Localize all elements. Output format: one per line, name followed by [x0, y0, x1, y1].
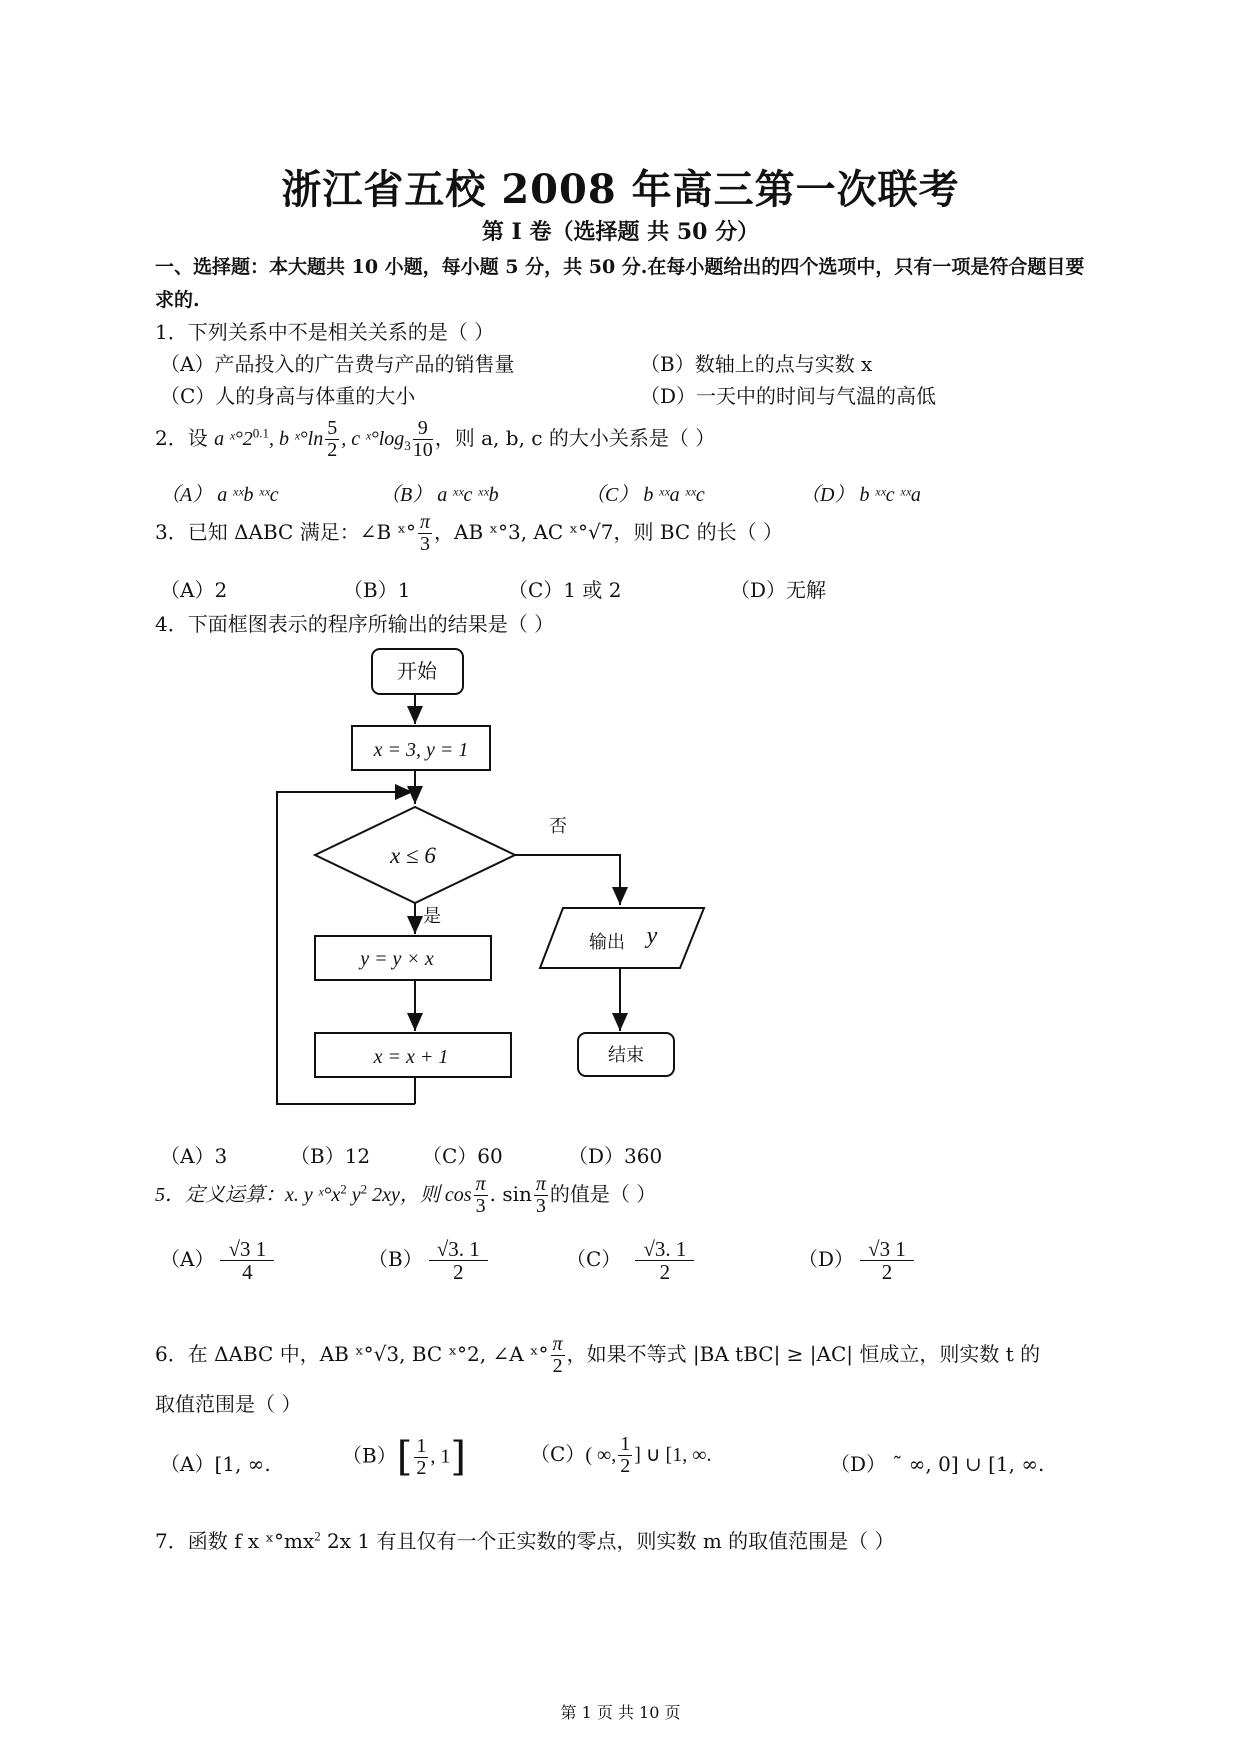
q6-angle-fraction: $\frac{\pi}{2}$ [552, 1333, 563, 1377]
flow-init-label: x = 3, y = 1 [373, 739, 469, 761]
q2-option-d: （D） b ˣˣc ˣˣa [800, 484, 921, 506]
q5-exp-2: 2 [360, 1181, 368, 1197]
q5-head: 5．定义运算：x. y ˣ°x [155, 1184, 341, 1206]
q5-option-a: （A） $\frac{√3 1}{4}$ [160, 1238, 276, 1283]
q6-option-c: （C）( ∞, $\frac{1}{2}$ ] ∪ [1, ∞. [530, 1433, 712, 1477]
q2-b-fraction: $\frac{5}{2}$ [327, 417, 338, 461]
q1-option-c: （C）人的身高与体重的大小 [160, 384, 416, 408]
q2-c-log-base: 3 [404, 438, 411, 453]
q1-stem: 1．下列关系中不是相关关系的是（ ） [155, 320, 495, 344]
q2-option-c: （C） b ˣˣa ˣˣc [585, 484, 705, 506]
flow-output-var: y [646, 923, 658, 949]
q7-stem [155, 1525, 895, 1554]
q4-stem: 4．下面框图表示的程序所输出的结果是（ ） [155, 612, 555, 636]
q6-option-d: （D） ˜ ∞, 0] ∪ [1, ∞. [830, 1452, 1045, 1476]
q5-mid2: 2xy，则 cos [367, 1184, 472, 1206]
q6-stem [155, 1334, 1040, 1377]
q1-option-d: （D）一天中的时间与气温的高低 [640, 384, 937, 408]
q5-exp-1: 2 [340, 1181, 347, 1197]
flow-cond-label: x ≤ 6 [390, 843, 436, 868]
q5-option-b: （B） $\frac{√3. 1}{2}$ [368, 1238, 490, 1283]
page-footer: 第 1 页 共 10 页 [560, 1703, 681, 1722]
q4-option-b: （B）12 [290, 1144, 371, 1168]
q5-tail: 的值是（ ） [549, 1182, 657, 1206]
q2-option-b: （B） a ˣˣc ˣˣb [380, 484, 499, 506]
flow-inc-label: x = x + 1 [373, 1046, 449, 1068]
q2-a-exponent: 0.1 [252, 425, 269, 441]
q3-mid: ，AB ˣ°3, AC ˣ°√7，则 BC 的长（ ） [434, 520, 783, 544]
q6-mid: ，如果不等式 |BA tBC| ≥ |AC| 恒成立，则实数 t 的 [566, 1342, 1041, 1366]
q5-stem [155, 1174, 656, 1217]
flow-output-label: 输出 [589, 932, 625, 953]
q4-option-c: （C）60 [422, 1144, 503, 1168]
q2-c-fraction: $\frac{9}{10}$ [412, 417, 433, 461]
q2-tail: ，则 a, b, c 的大小关系是（ ） [434, 426, 716, 450]
q2-a-def: a ˣ°2 [214, 428, 253, 450]
section-instructions: 一、选择题：本大题共 10 小题，每小题 5 分，共 50 分.在每小题给出的四个选项中，只有一项是符合题目要求的. [155, 256, 1085, 311]
flow-no-branch [515, 855, 620, 905]
q3-option-b: （B）1 [343, 578, 411, 602]
q3-option-c: （C）1 或 2 [508, 578, 622, 602]
flow-yes-label: 是 [423, 906, 441, 927]
flow-no-label: 否 [549, 816, 567, 837]
q4-option-d: （D）360 [568, 1144, 663, 1168]
q5-sin-fraction: $\frac{\pi}{3}$ [535, 1173, 546, 1217]
q2-c-def: , c ˣ°log [341, 428, 405, 450]
q3-head: 3．已知 ΔABC 满足：∠B ˣ° [155, 520, 416, 544]
flow-end-label: 结束 [608, 1045, 644, 1066]
q7-tail: 2x 1 有且仅有一个正实数的零点，则实数 m 的取值范围是（ ） [320, 1529, 895, 1553]
q6-head: 6．在 ΔABC 中，AB ˣ°√3, BC ˣ°2, ∠A ˣ° [155, 1342, 549, 1366]
q6-stem-line2: 取值范围是（ ） [155, 1392, 302, 1416]
q3-option-d: （D）无解 [730, 578, 827, 602]
q2-b-def: , b ˣ°ln [269, 428, 324, 450]
q3-angle-fraction: $\frac{\pi}{3}$ [420, 511, 431, 555]
q2-number: 2．设 [155, 426, 208, 450]
q2-option-a: （A） a ˣˣb ˣˣc [160, 484, 279, 506]
q5-cos-fraction: $\frac{\pi}{3}$ [475, 1173, 486, 1217]
q3-option-a: （A）2 [160, 578, 228, 602]
flow-start-label: 开始 [397, 659, 437, 683]
q7-exponent: 2 [314, 1528, 321, 1544]
exam-title: 浙江省五校 2008 年高三第一次联考 [281, 166, 960, 213]
q4-option-a: （A）3 [160, 1144, 228, 1168]
q5-option-d: （D） $\frac{√3 1}{2}$ [798, 1238, 916, 1283]
flow-mult-label: y = y × x [360, 948, 434, 970]
q6-option-b: （B）[ $\frac{1}{2}$ , 1] [342, 1434, 466, 1480]
q5-mid3: . sin [489, 1182, 532, 1206]
q5-option-c: （C） $\frac{√3. 1}{2}$ [566, 1238, 696, 1283]
q6-option-a: （A）[1, ∞. [160, 1452, 271, 1476]
exam-subtitle: 第 I 卷（选择题 共 50 分） [481, 219, 760, 245]
q1-option-a: （A）产品投入的广告费与产品的销售量 [160, 352, 515, 376]
q5-mid1: y [346, 1184, 361, 1206]
q7-head: 7．函数 f x ˣ°mx [155, 1529, 315, 1553]
q1-option-b: （B）数轴上的点与实数 x [640, 352, 873, 376]
